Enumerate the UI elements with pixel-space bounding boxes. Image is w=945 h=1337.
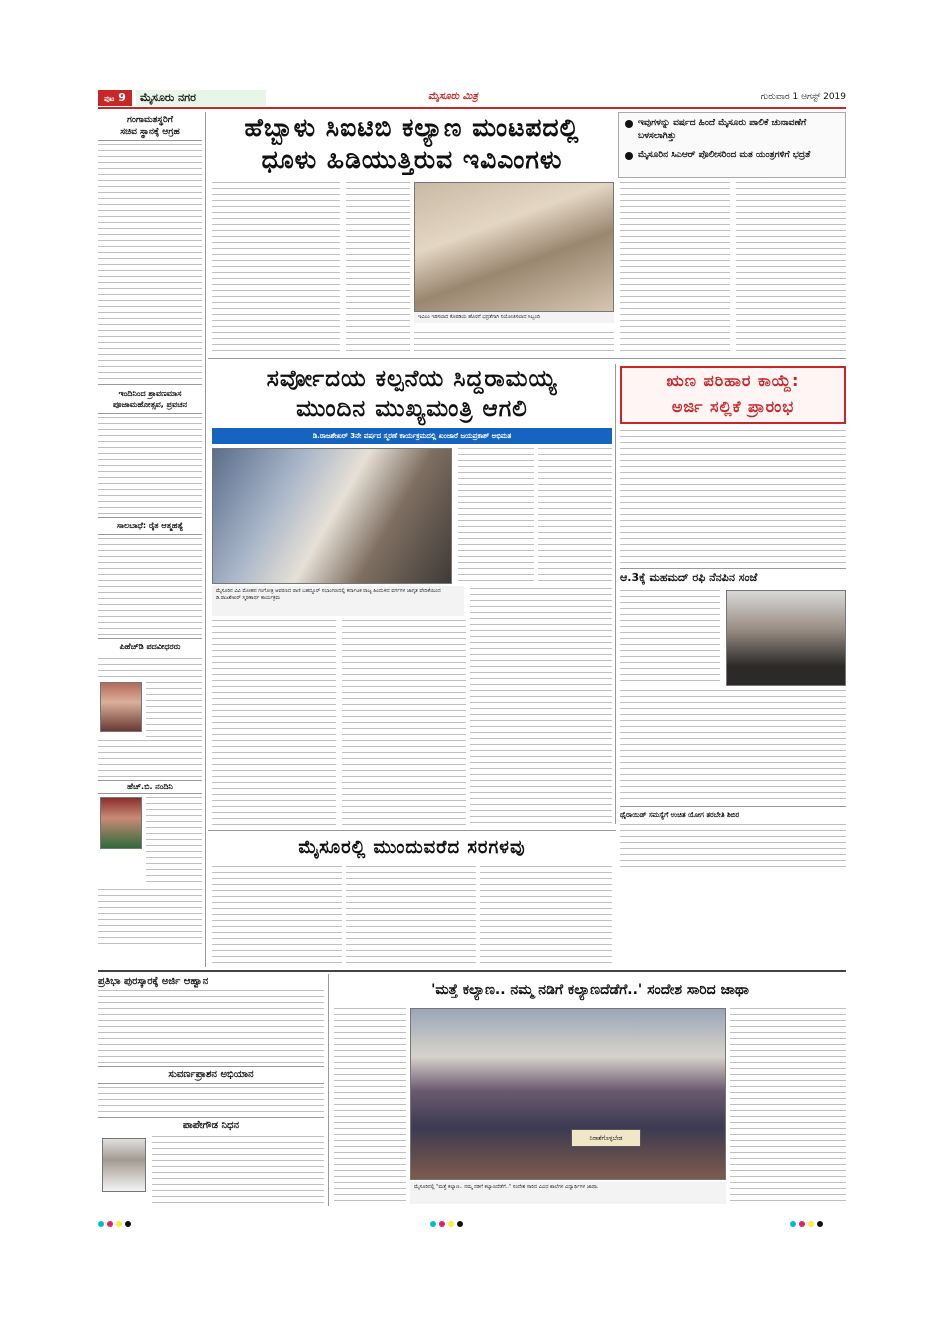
- top-headline-line2: ಧೂಳು ಹಿಡಿಯುತ್ತಿರುವ ಇವಿಎಂಗಳು: [261, 145, 563, 174]
- section-rule-1: [208, 358, 846, 359]
- left-heading-3: ಸಾಲಬಾಧೆ: ರೈತ ಆತ್ಮಹತ್ಯೆ: [98, 517, 202, 535]
- page-label: ಪುಟ: [104, 95, 115, 103]
- profile-photo-2: [100, 797, 142, 849]
- right-body-2b: [620, 690, 846, 802]
- left-heading-1: [98, 112, 202, 141]
- section-rule-3: [98, 970, 846, 972]
- singer-portrait: [726, 590, 846, 686]
- left-body-4a: [98, 658, 202, 680]
- cyan-dot-icon: [98, 1221, 104, 1227]
- evm-room-photo: [414, 182, 614, 312]
- left-heading-1-line2: ಸಚಿವ ಸ್ಥಾನಕ್ಕೆ ಆಗ್ರಹ: [120, 127, 180, 137]
- magenta-dot-icon: [439, 1221, 445, 1227]
- bullet-text-2: ಮೈಸೂರಿನ ಸಿಎಆರ್ ಪೊಲೀಸರಿಂದ ಮತ ಯಂತ್ರಗಳಿಗೆ ಭದ್ರತೆ: [638, 150, 811, 160]
- right-body-3: [620, 824, 846, 868]
- magenta-dot-icon: [799, 1221, 805, 1227]
- right-heading-2: ಆ.3ಕ್ಕೆ ಮಹಮದ್ ರಫಿ ನೆನಪಿನ ಸಂಜೆ: [620, 568, 846, 586]
- theft-body-2: [346, 866, 476, 966]
- left-profile-1: [98, 658, 202, 738]
- bottom-left-body-1: [98, 990, 324, 1066]
- right-heading-3: ಥೈರಾಯಿಡ್ ಸಮಸ್ಯೆಗೆ ಉಚಿತ ಯೋಗ ತರಬೇತಿ ಶಿಬಿರ: [620, 806, 846, 822]
- top-headline-line1: ಹೆಬ್ಬಾಳು ಸಿಐಟಿಬಿ ಕಲ್ಯಾಣ ಮಂಟಪದಲ್ಲಿ: [244, 113, 580, 142]
- mid-story-headline: [212, 364, 612, 424]
- bottom-left-heading-1: ಪ್ರತಿಭಾ ಪುರಸ್ಕಾರಕ್ಕೆ ಅರ್ಜಿ ಆಹ್ವಾನ: [98, 976, 209, 987]
- bottom-main-body-1: [334, 1008, 406, 1204]
- left-body-5: [98, 740, 202, 780]
- issue-date: ಗುರುವಾರ 1 ಆಗಸ್ಟ್ 2019: [760, 92, 846, 102]
- page-number: 9: [118, 91, 126, 104]
- left-body-6: [146, 797, 202, 887]
- masthead: ಮೈಸೂರು ಮಿತ್ರ: [428, 91, 478, 102]
- rally-photo-caption: ಮೈಸೂರಿನಲ್ಲಿ "ಮತ್ತೆ ಕಲ್ಯಾಣ.. ನಮ್ಮ ನಡಿಗೆ ಕಲ್ಯಾಣದೆಡೆಗೆ.." ಸಂದೇಶ ಸಾರಿದ ವಿವಿಧ ಶಾಲೆಗಳ ವಿದ್ಯಾರ್ಥಿಗಳ ಜಾಥಾ.: [410, 1182, 726, 1204]
- right-story-headline-box: [620, 366, 846, 424]
- top-bullets-box: [618, 112, 846, 178]
- left-profile-2: [98, 797, 202, 887]
- left-body-4b: [146, 682, 202, 738]
- registration-marks-left: [98, 1212, 134, 1231]
- bullet-icon: [625, 120, 633, 128]
- column-rule-left: [205, 112, 206, 967]
- cyan-dot-icon: [430, 1221, 436, 1227]
- black-dot-icon: [125, 1221, 131, 1227]
- theft-body-3: [480, 866, 612, 966]
- rally-photo-image: [410, 1008, 726, 1180]
- top-body-col1: [212, 182, 340, 352]
- left-heading-1-line1: ಗಂಗಾಮತಸ್ಥರಿಗೆ: [127, 115, 173, 125]
- left-heading-2-line1: ಇಂದಿನಿಂದ ಶ್ರಾವಣಮಾಸ: [118, 389, 182, 398]
- section-rule-2: [208, 830, 616, 831]
- black-dot-icon: [817, 1221, 823, 1227]
- bullet-text-1: ಇವುಗಳನ್ನು ವರ್ಷದ ಹಿಂದೆ ಮೈಸೂರು ಪಾಲಿಕೆ ಚುನಾವಣೆಗೆ ಬಳಸಲಾಗಿತ್ತು: [638, 118, 807, 141]
- yellow-dot-icon: [116, 1221, 122, 1227]
- page-header: [98, 90, 846, 108]
- top-body-col5: [736, 182, 846, 352]
- memorial-event-photo: [212, 448, 452, 584]
- bullet-icon: [625, 152, 633, 160]
- bottom-left-body-3: [152, 1136, 324, 1208]
- right-body-2a: [620, 590, 720, 686]
- mid-headline-line2: ಮುಂದಿನ ಮುಖ್ಯಮಂತ್ರಿ ಆಗಲಿ: [296, 396, 528, 422]
- page-number-badge: [98, 90, 132, 106]
- bottom-main-headline: 'ಮತ್ತೆ ಕಲ್ಯಾಣ.. ನಮ್ಮ ನಡಿಗೆ ಕಲ್ಯಾಣದೆಡೆಗೆ..' ಸಂದೇಶ ಸಾರಿದ ಜಾಥಾ: [431, 982, 749, 998]
- bottom-left-body-2: [98, 1087, 324, 1117]
- obituary-block: [98, 1134, 324, 1210]
- right-headline-line2: ಅರ್ಜಿ ಸಲ್ಲಿಕೆ ಪ್ರಾರಂಭ: [671, 397, 795, 416]
- bullet-row-1: [625, 117, 839, 143]
- right-body-1: [620, 430, 846, 564]
- mid-body-col1: [458, 448, 534, 584]
- registration-marks-right: [790, 1212, 826, 1231]
- section-title: ಮೈಸೂರು ನಗರ: [136, 90, 266, 106]
- left-heading-2-line2: ಪೂಜಾಮಹೋತ್ಸವ, ಪ್ರವಚನ: [112, 400, 188, 409]
- top-body-col3: [414, 332, 614, 352]
- mid-body-col5: [470, 588, 612, 826]
- profile-photo-1: [100, 682, 142, 732]
- bottom-left-heading-2: ಸುವರ್ಣಪ್ರಾಶನ ಅಭಿಯಾನ: [98, 1066, 324, 1084]
- column-rule-bottom: [328, 974, 329, 1206]
- magenta-dot-icon: [107, 1221, 113, 1227]
- right-headline-line1: ಋಣ ಪರಿಹಾರ ಕಾಯ್ದೆ:: [666, 371, 800, 390]
- mid-subhead-bar: ಡಿ.ರಾಜಶೇಖರ್ 3ನೇ ವರ್ಷದ ಸ್ಮರಣೆ ಕಾರ್ಯಕ್ರಮದಲ್ಲಿ ಖಂಜಾರೆ ಜಯಪ್ರಕಾಶ್ ಅಭಿಮತ: [212, 428, 612, 444]
- mid-photo-caption: ಮೈಸೂರಿನ ವಿವಿ ಮೋಹನ ಗಂಗೋತ್ರಿ ಆವರಣದ ರಾಣಿ ಬಹದ್ದೂರ್ ಸಭಾಂಗಣದಲ್ಲಿ ಕರ್ನಾಟಕ ರಾಜ್ಯ ಹಿಂದುಳಿದ ವರ್ಗಗಳ ಜಾಗೃತ ವೇದಿಕೆಯಿಂದ ಡಿ.ರಾಜಶೇಖರ್ ಸ್ಮರಣಾರ್ಥ ಕಾರ್ಯಕ್ರಮ: [212, 586, 464, 616]
- mid-story-photo: [212, 448, 452, 584]
- rally-photo: [410, 1008, 726, 1180]
- theft-body-1: [212, 866, 342, 966]
- theft-headline: ಮೈಸೂರಲ್ಲಿ ಮುಂದುವರೆದ ಸರಗಳವು: [298, 837, 526, 858]
- bottom-left-column: [98, 974, 324, 1202]
- column-rule-right: [615, 364, 616, 824]
- mid-body-col3: [212, 620, 336, 826]
- yellow-dot-icon: [808, 1221, 814, 1227]
- bottom-left-heading-3: ಪಾಪೇಗೌಡ ನಿಧನ: [98, 1117, 324, 1134]
- mid-body-col2: [538, 448, 612, 584]
- top-story-headline: [212, 112, 612, 176]
- left-name-1: ಹೆಚ್.ಬಿ. ನಂದಿನಿ: [98, 780, 202, 794]
- top-body-col2: [346, 182, 410, 352]
- left-heading-2: [98, 384, 202, 414]
- mid-body-col4: [342, 620, 466, 826]
- bottom-main-body-2: [730, 1008, 846, 1204]
- mid-headline-line1: ಸರ್ವೋದಯ ಕಲ್ಪನೆಯ ಸಿದ್ದರಾಮಯ್ಯ: [266, 366, 558, 392]
- yellow-dot-icon: [448, 1221, 454, 1227]
- left-body-3: [98, 538, 202, 638]
- bullet-row-2: [625, 149, 839, 162]
- registration-marks-mid: [430, 1212, 466, 1231]
- left-body-1: [98, 144, 202, 384]
- left-body-7: [98, 889, 202, 949]
- obituary-photo: [102, 1138, 146, 1192]
- left-heading-4: ಪಿಹೆಚ್‌ಡಿ ಪದವೀಧರರು: [98, 638, 202, 655]
- black-dot-icon: [457, 1221, 463, 1227]
- left-body-2: [98, 417, 202, 517]
- header-rule: [98, 107, 846, 109]
- top-story-photo: [414, 182, 614, 328]
- top-photo-caption: ಇವಿಎಂ ಇರಿಸಲಾದ ಕೊಠಡಿಯ ಹೊರಗೆ ಭದ್ರತೆಗಾಗಿ ನಿಯೋಜಿಸಲಾದ ಸಿಬ್ಬಂದಿ: [414, 312, 614, 323]
- top-body-col4: [620, 182, 730, 352]
- rally-banner: ನಿರಾಶೆಗೊಳ್ಳಬೇಡ: [571, 1129, 641, 1147]
- left-column: [98, 112, 202, 967]
- cyan-dot-icon: [790, 1221, 796, 1227]
